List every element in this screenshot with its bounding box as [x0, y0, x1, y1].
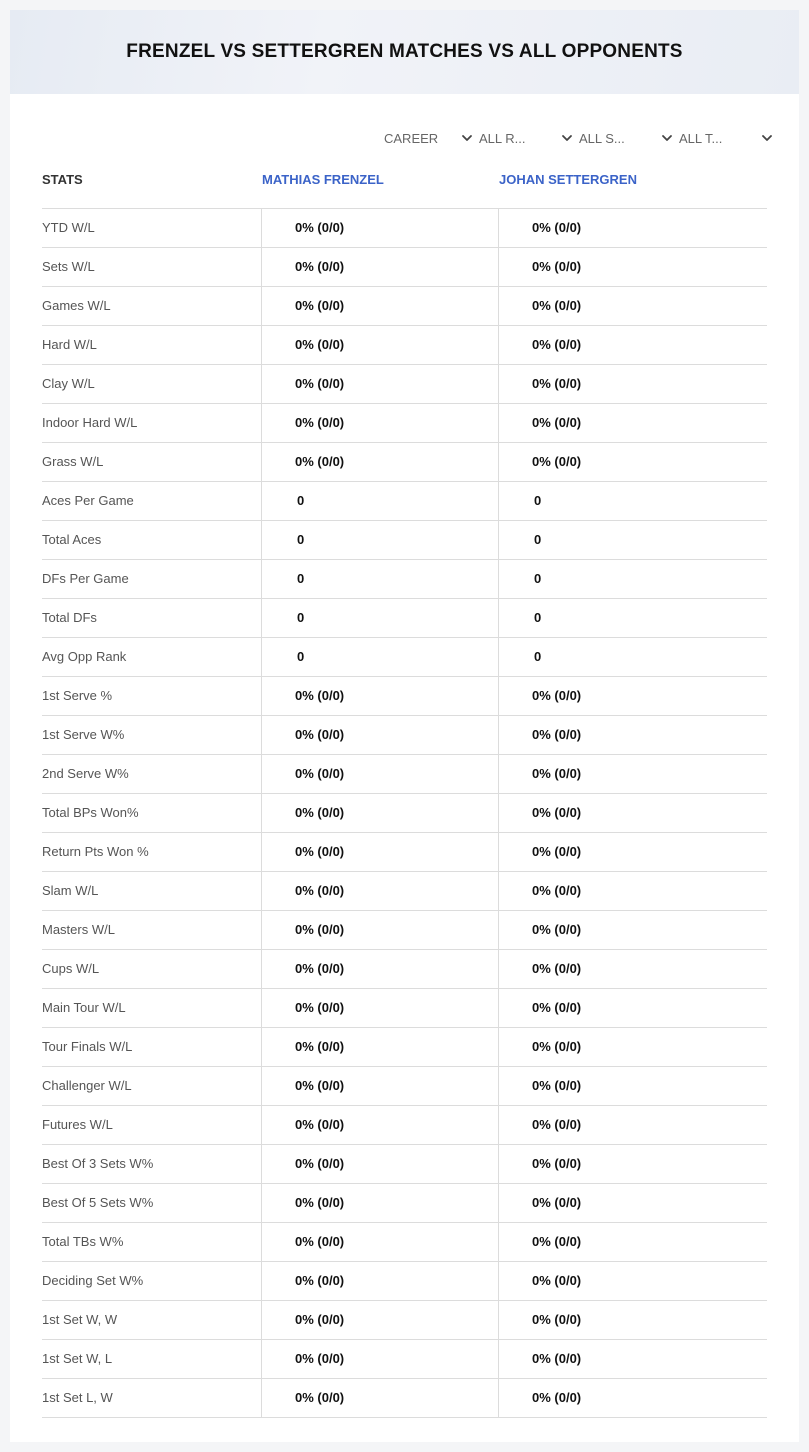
- player1-value-cell: [261, 677, 498, 715]
- player1-value-cell: [261, 443, 498, 481]
- player1-value-cell: [261, 1223, 498, 1261]
- player2-value: 0% (0/0): [532, 961, 582, 976]
- player1-value-cell: [261, 872, 498, 910]
- table-row: [42, 287, 767, 326]
- filter-dropdown-0[interactable]: [384, 128, 474, 148]
- stat-label: Main Tour W/L: [42, 1000, 126, 1015]
- table-row: [42, 1106, 767, 1145]
- player2-value-cell: [498, 599, 767, 637]
- player2-value: 0% (0/0): [532, 337, 582, 352]
- player2-value-cell: [498, 1262, 767, 1300]
- stat-label: Sets W/L: [42, 259, 95, 274]
- table-row: [42, 989, 767, 1028]
- player2-value-cell: [498, 365, 767, 403]
- player1-value-cell: [261, 521, 498, 559]
- chevron-down-icon: [460, 131, 474, 145]
- player2-value: 0% (0/0): [532, 766, 582, 781]
- table-row: [42, 716, 767, 755]
- player1-value: 0% (0/0): [295, 844, 345, 859]
- table-row: [42, 209, 767, 248]
- table-row: [42, 1262, 767, 1301]
- stat-label: Total TBs W%: [42, 1234, 124, 1249]
- table-row: [42, 443, 767, 482]
- player2-value: 0% (0/0): [532, 220, 582, 235]
- player2-value: 0% (0/0): [532, 1273, 582, 1288]
- column-header-player2[interactable]: JOHAN SETTERGREN: [499, 172, 637, 187]
- filter-label: ALL R...: [479, 130, 526, 146]
- player1-value: 0: [297, 610, 305, 625]
- table-row: [42, 1067, 767, 1106]
- player2-value-cell: [498, 1301, 767, 1339]
- player2-value-cell: [498, 209, 767, 247]
- filter-dropdown-2[interactable]: [579, 128, 674, 148]
- player2-value: 0% (0/0): [532, 1078, 582, 1093]
- page-title: FRENZEL VS SETTERGREN MATCHES VS ALL OPPONENTS: [126, 41, 683, 62]
- player1-value: 0% (0/0): [295, 1351, 345, 1366]
- filter-bar: [10, 128, 799, 148]
- table-row: [42, 599, 767, 638]
- stat-label: Total DFs: [42, 610, 97, 625]
- player1-value: 0% (0/0): [295, 688, 345, 703]
- player1-value: 0% (0/0): [295, 1312, 345, 1327]
- player2-value-cell: [498, 1145, 767, 1183]
- stat-label: DFs Per Game: [42, 571, 129, 586]
- player1-value-cell: [261, 326, 498, 364]
- stat-label: Total Aces: [42, 532, 102, 547]
- table-row: [42, 872, 767, 911]
- stats-card: [10, 10, 799, 1442]
- table-row: [42, 1340, 767, 1379]
- stat-label: Indoor Hard W/L: [42, 415, 138, 430]
- stat-label: Avg Opp Rank: [42, 649, 127, 664]
- player2-value: 0% (0/0): [532, 454, 582, 469]
- stat-label: 1st Set L, W: [42, 1390, 113, 1405]
- player2-value: 0% (0/0): [532, 1234, 582, 1249]
- player1-value-cell: [261, 1379, 498, 1417]
- stat-label: 1st Serve %: [42, 688, 113, 703]
- player2-value-cell: [498, 1106, 767, 1144]
- table-row: [42, 1145, 767, 1184]
- player2-value-cell: [498, 560, 767, 598]
- chevron-down-icon: [660, 131, 674, 145]
- player1-value: 0% (0/0): [295, 805, 345, 820]
- player2-value: 0: [534, 649, 542, 664]
- player1-value: 0% (0/0): [295, 220, 345, 235]
- table-row: [42, 794, 767, 833]
- player1-value: 0% (0/0): [295, 1195, 345, 1210]
- player2-value: 0% (0/0): [532, 1195, 582, 1210]
- player2-value-cell: [498, 833, 767, 871]
- player1-value: 0: [297, 571, 305, 586]
- player2-value-cell: [498, 1184, 767, 1222]
- player1-value: 0% (0/0): [295, 1390, 345, 1405]
- stat-label: Aces Per Game: [42, 493, 134, 508]
- stat-label: Games W/L: [42, 298, 111, 313]
- player1-value: 0: [297, 649, 305, 664]
- player2-value-cell: [498, 638, 767, 676]
- stat-label: Masters W/L: [42, 922, 115, 937]
- player2-value-cell: [498, 755, 767, 793]
- player2-value-cell: [498, 248, 767, 286]
- player2-value-cell: [498, 911, 767, 949]
- player1-value: 0% (0/0): [295, 298, 345, 313]
- player2-value-cell: [498, 989, 767, 1027]
- player1-value-cell: [261, 911, 498, 949]
- player2-value: 0% (0/0): [532, 1156, 582, 1171]
- player1-value: 0% (0/0): [295, 1234, 345, 1249]
- stat-label: YTD W/L: [42, 220, 95, 235]
- player1-value-cell: [261, 638, 498, 676]
- table-row: [42, 1028, 767, 1067]
- stat-label: Clay W/L: [42, 376, 95, 391]
- player2-value: 0: [534, 610, 542, 625]
- player1-value: 0% (0/0): [295, 1078, 345, 1093]
- player1-value: 0% (0/0): [295, 415, 345, 430]
- stat-label: Return Pts Won %: [42, 844, 149, 859]
- player2-value-cell: [498, 1028, 767, 1066]
- player1-value-cell: [261, 1106, 498, 1144]
- player2-value: 0: [534, 532, 542, 547]
- player2-value: 0% (0/0): [532, 1351, 582, 1366]
- stat-label: Best Of 3 Sets W%: [42, 1156, 154, 1171]
- stat-label: Tour Finals W/L: [42, 1039, 133, 1054]
- player1-value: 0% (0/0): [295, 337, 345, 352]
- stat-label: Hard W/L: [42, 337, 97, 352]
- table-row: [42, 1223, 767, 1262]
- player1-value-cell: [261, 1262, 498, 1300]
- player2-value-cell: [498, 443, 767, 481]
- player2-value-cell: [498, 950, 767, 988]
- player1-value: 0% (0/0): [295, 727, 345, 742]
- column-header-player1[interactable]: MATHIAS FRENZEL: [262, 172, 384, 187]
- player2-value: 0: [534, 493, 542, 508]
- stat-label: Slam W/L: [42, 883, 99, 898]
- player1-value: 0% (0/0): [295, 922, 345, 937]
- player1-value: 0: [297, 532, 305, 547]
- filter-label: ALL T...: [679, 130, 723, 146]
- filter-label: ALL S...: [579, 130, 625, 146]
- player1-value: 0% (0/0): [295, 259, 345, 274]
- player1-value-cell: [261, 209, 498, 247]
- player2-value: 0% (0/0): [532, 727, 582, 742]
- player1-value-cell: [261, 755, 498, 793]
- filter-dropdown-3[interactable]: [679, 128, 774, 148]
- player1-value: 0% (0/0): [295, 883, 345, 898]
- player2-value-cell: [498, 287, 767, 325]
- player2-value: 0% (0/0): [532, 688, 582, 703]
- table-row: [42, 482, 767, 521]
- stat-label: 1st Set W, L: [42, 1351, 113, 1366]
- player2-value-cell: [498, 872, 767, 910]
- player1-value: 0% (0/0): [295, 1156, 345, 1171]
- player1-value-cell: [261, 560, 498, 598]
- table-row: [42, 833, 767, 872]
- player2-value-cell: [498, 677, 767, 715]
- player2-value: 0% (0/0): [532, 376, 582, 391]
- player2-value-cell: [498, 1223, 767, 1261]
- player2-value: 0% (0/0): [532, 1312, 582, 1327]
- player2-value: 0% (0/0): [532, 1390, 582, 1405]
- table-row: [42, 365, 767, 404]
- table-row: [42, 404, 767, 443]
- player2-value: 0% (0/0): [532, 415, 582, 430]
- chevron-down-icon: [760, 131, 774, 145]
- player2-value-cell: [498, 1379, 767, 1417]
- table-row: [42, 1184, 767, 1223]
- filter-label: CAREER: [384, 130, 439, 146]
- player1-value: 0% (0/0): [295, 961, 345, 976]
- table-row: [42, 326, 767, 365]
- player1-value-cell: [261, 950, 498, 988]
- player2-value: 0% (0/0): [532, 1117, 582, 1132]
- player1-value: 0% (0/0): [295, 376, 345, 391]
- table-row: [42, 638, 767, 677]
- player1-value-cell: [261, 1145, 498, 1183]
- player2-value: 0% (0/0): [532, 805, 582, 820]
- player2-value: 0% (0/0): [532, 883, 582, 898]
- table-row: [42, 521, 767, 560]
- column-header-stats: STATS: [42, 172, 83, 187]
- player1-value-cell: [261, 599, 498, 637]
- player1-value: 0% (0/0): [295, 454, 345, 469]
- player1-value-cell: [261, 287, 498, 325]
- table-row: [42, 560, 767, 599]
- player1-value-cell: [261, 404, 498, 442]
- player1-value: 0% (0/0): [295, 1000, 345, 1015]
- player2-value: 0% (0/0): [532, 1039, 582, 1054]
- table-row: [42, 950, 767, 989]
- player2-value-cell: [498, 794, 767, 832]
- player1-value: 0% (0/0): [295, 766, 345, 781]
- stat-label: Deciding Set W%: [42, 1273, 144, 1288]
- player2-value-cell: [498, 482, 767, 520]
- player1-value-cell: [261, 1028, 498, 1066]
- stat-label: Challenger W/L: [42, 1078, 132, 1093]
- player2-value: 0% (0/0): [532, 844, 582, 859]
- stat-label: Futures W/L: [42, 1117, 113, 1132]
- stats-table: [42, 208, 767, 1418]
- player1-value-cell: [261, 833, 498, 871]
- player1-value-cell: [261, 248, 498, 286]
- player1-value-cell: [261, 482, 498, 520]
- player1-value: 0% (0/0): [295, 1117, 345, 1132]
- table-row: [42, 755, 767, 794]
- player1-value-cell: [261, 365, 498, 403]
- stat-label: 1st Set W, W: [42, 1312, 118, 1327]
- table-header: [42, 170, 767, 208]
- player1-value-cell: [261, 989, 498, 1027]
- stat-label: Best Of 5 Sets W%: [42, 1195, 154, 1210]
- player1-value-cell: [261, 716, 498, 754]
- player1-value: 0% (0/0): [295, 1273, 345, 1288]
- stat-label: 2nd Serve W%: [42, 766, 129, 781]
- table-row: [42, 911, 767, 950]
- player2-value: 0% (0/0): [532, 1000, 582, 1015]
- player2-value-cell: [498, 1340, 767, 1378]
- stat-label: Total BPs Won%: [42, 805, 139, 820]
- player1-value: 0% (0/0): [295, 1039, 345, 1054]
- stat-label: Grass W/L: [42, 454, 104, 469]
- player1-value-cell: [261, 1340, 498, 1378]
- card-header: [10, 10, 799, 94]
- table-row: [42, 1301, 767, 1340]
- chevron-down-icon: [560, 131, 574, 145]
- player2-value-cell: [498, 326, 767, 364]
- player2-value: 0% (0/0): [532, 298, 582, 313]
- stat-label: 1st Serve W%: [42, 727, 125, 742]
- table-row: [42, 1379, 767, 1418]
- player2-value-cell: [498, 404, 767, 442]
- player1-value-cell: [261, 1184, 498, 1222]
- player2-value-cell: [498, 716, 767, 754]
- table-row: [42, 248, 767, 287]
- player2-value: 0% (0/0): [532, 922, 582, 937]
- player2-value: 0: [534, 571, 542, 586]
- player2-value-cell: [498, 521, 767, 559]
- player1-value-cell: [261, 1301, 498, 1339]
- stat-label: Cups W/L: [42, 961, 100, 976]
- player2-value: 0% (0/0): [532, 259, 582, 274]
- player1-value-cell: [261, 794, 498, 832]
- player1-value: 0: [297, 493, 305, 508]
- filter-dropdown-1[interactable]: [479, 128, 574, 148]
- player1-value-cell: [261, 1067, 498, 1105]
- table-row: [42, 677, 767, 716]
- player2-value-cell: [498, 1067, 767, 1105]
